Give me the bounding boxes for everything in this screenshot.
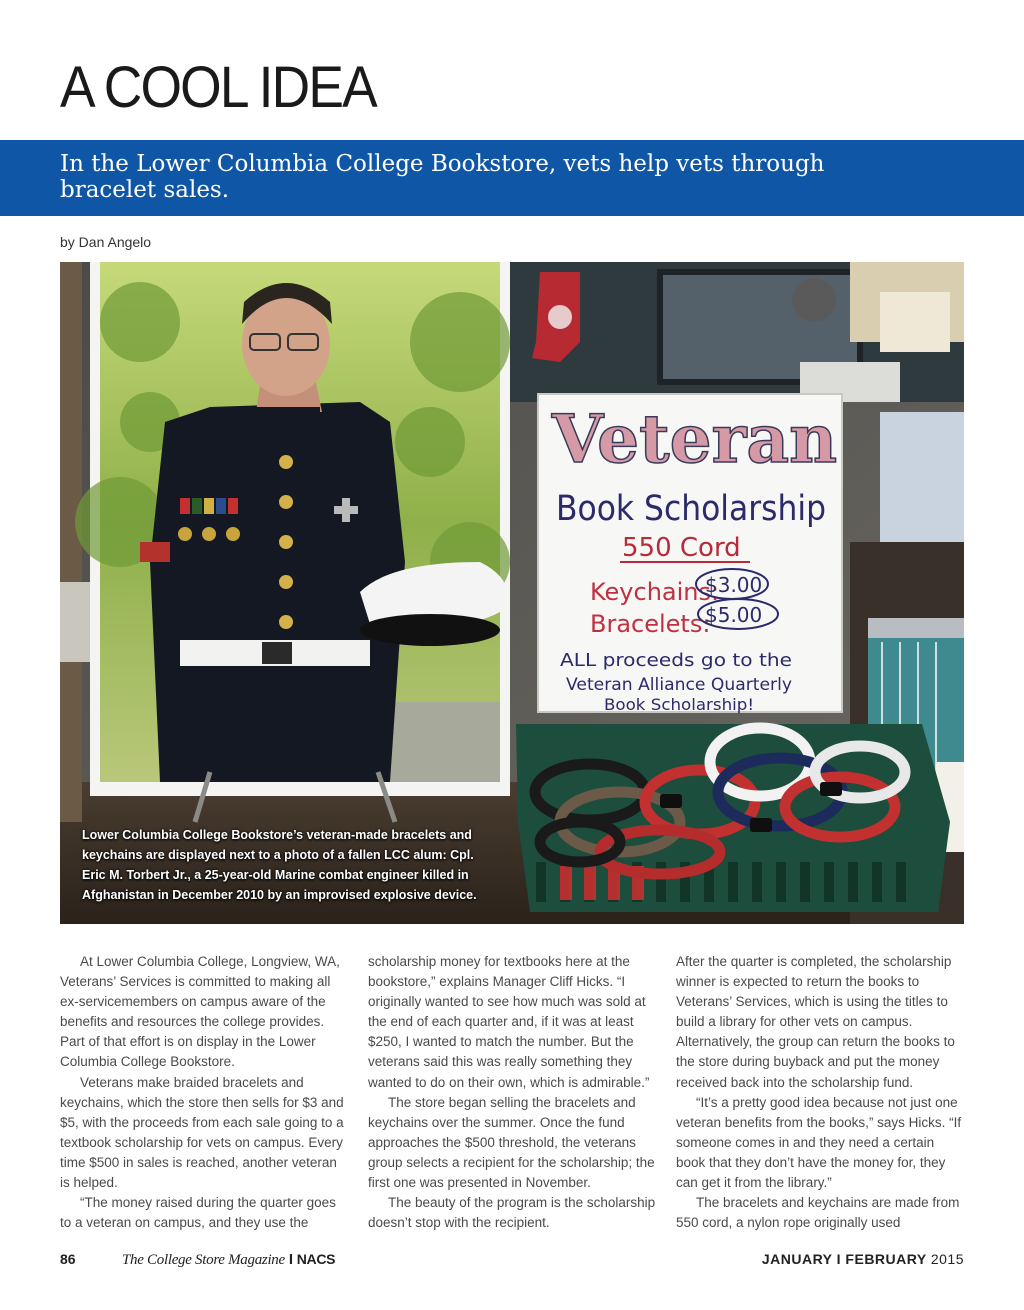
magazine-title [122,1251,335,1269]
deck-banner [0,140,1024,216]
sign-line7: Veteran Alliance Quarterly [566,675,792,695]
sign-line6: ALL proceeds go to the [560,650,792,671]
paragraph: Veterans make braided bracelets and keychains, which the store then sells for $3 and $5, with the proceeds from each sale going to a textbook scholarship for vets on campus. Every time $500 in sales is reached, another veteran is helped. [60,1074,344,1191]
magazine-name: The College Store Magazine [122,1252,285,1268]
paragraph: scholarship money for textbooks here at the bookstore,” explains Manager Cliff Hicks. “I originally wanted to see how much was sold at the end of each quarter and, if it was at least $250, I wanted to match the number. But the veterans said this was really something they wanted to do on their own, which is admirable.” [368,954,650,1090]
issue-year: 2015 [930,1251,964,1267]
sign-keychains-label: Keychains: [590,578,720,606]
sign-cord: 550 Cord [622,533,741,563]
page-footer [60,1251,964,1273]
org-name: NACS [296,1251,336,1267]
paragraph: The bracelets and keychains are made from 550 cord, a nylon rope originally used [676,1195,960,1231]
footer-separator: I [288,1251,293,1268]
feature-photo [60,262,964,924]
sign-title: Veteran [552,400,838,478]
paragraph: At Lower Columbia College, Longview, WA, Veterans’ Services is committed to making all ex-servicemembers on campus aware of the benefits and resources the college provides. Part of that effort is on display in the Lower Columbia College Bookstore. [60,954,340,1070]
page-number: 86 [60,1251,76,1267]
body-column-3 [676,952,966,1233]
deck: In the Lower Columbia College Bookstore, vets help vets through bracelet sales. [60,151,825,203]
sign-bracelets-label: Bracelets: [590,610,711,638]
paragraph: “It’s a pretty good idea because not just one veteran benefits from the books,” says Hicks. “If someone comes in and they need a certain book that they don’t have the money for, they can get it from the library.” [676,1094,962,1191]
sign-bracelets-price: $5.00 [705,603,763,627]
sign-subtitle: Book Scholarship [556,489,826,529]
sign-line8: Book Scholarship! [604,695,754,714]
issue-date [762,1251,964,1267]
paragraph: The store began selling the bracelets and keychains over the summer. Once the fund approaches the $500 threshold, the veterans group selects a recipient for the scholarship; the first one was presented in November. [368,1094,655,1191]
photo-caption: Lower Columbia College Bookstore’s veteran-made bracelets and keychains are displayed next to a photo of a fallen LCC alum: Cpl. Eric M. Torbert Jr., a 25-year-old Marine combat engineer killed in Afghanistan in December 2010 by an improvised explosive device. [82,828,477,902]
paragraph: After the quarter is completed, the scholarship winner is expected to return the books to Veterans’ Services, which is using the titles to build a library for other vets on campus. Alternatively, the group can return the books to the store during buyback and put the money received back into the scholarship fund. [676,954,955,1090]
body-column-1 [60,952,350,1233]
paragraph: “The money raised during the quarter goes to a veteran on campus, and they use the [60,1195,336,1231]
headline: A COOL IDEA [60,55,376,120]
paragraph: The beauty of the program is the scholarship doesn’t stop with the recipient. [368,1195,656,1231]
byline: by Dan Angelo [60,234,152,250]
issue-months: JANUARY I FEBRUARY [761,1251,927,1267]
body-column-2 [368,952,658,1233]
sign-keychains-price: $3.00 [705,573,763,597]
